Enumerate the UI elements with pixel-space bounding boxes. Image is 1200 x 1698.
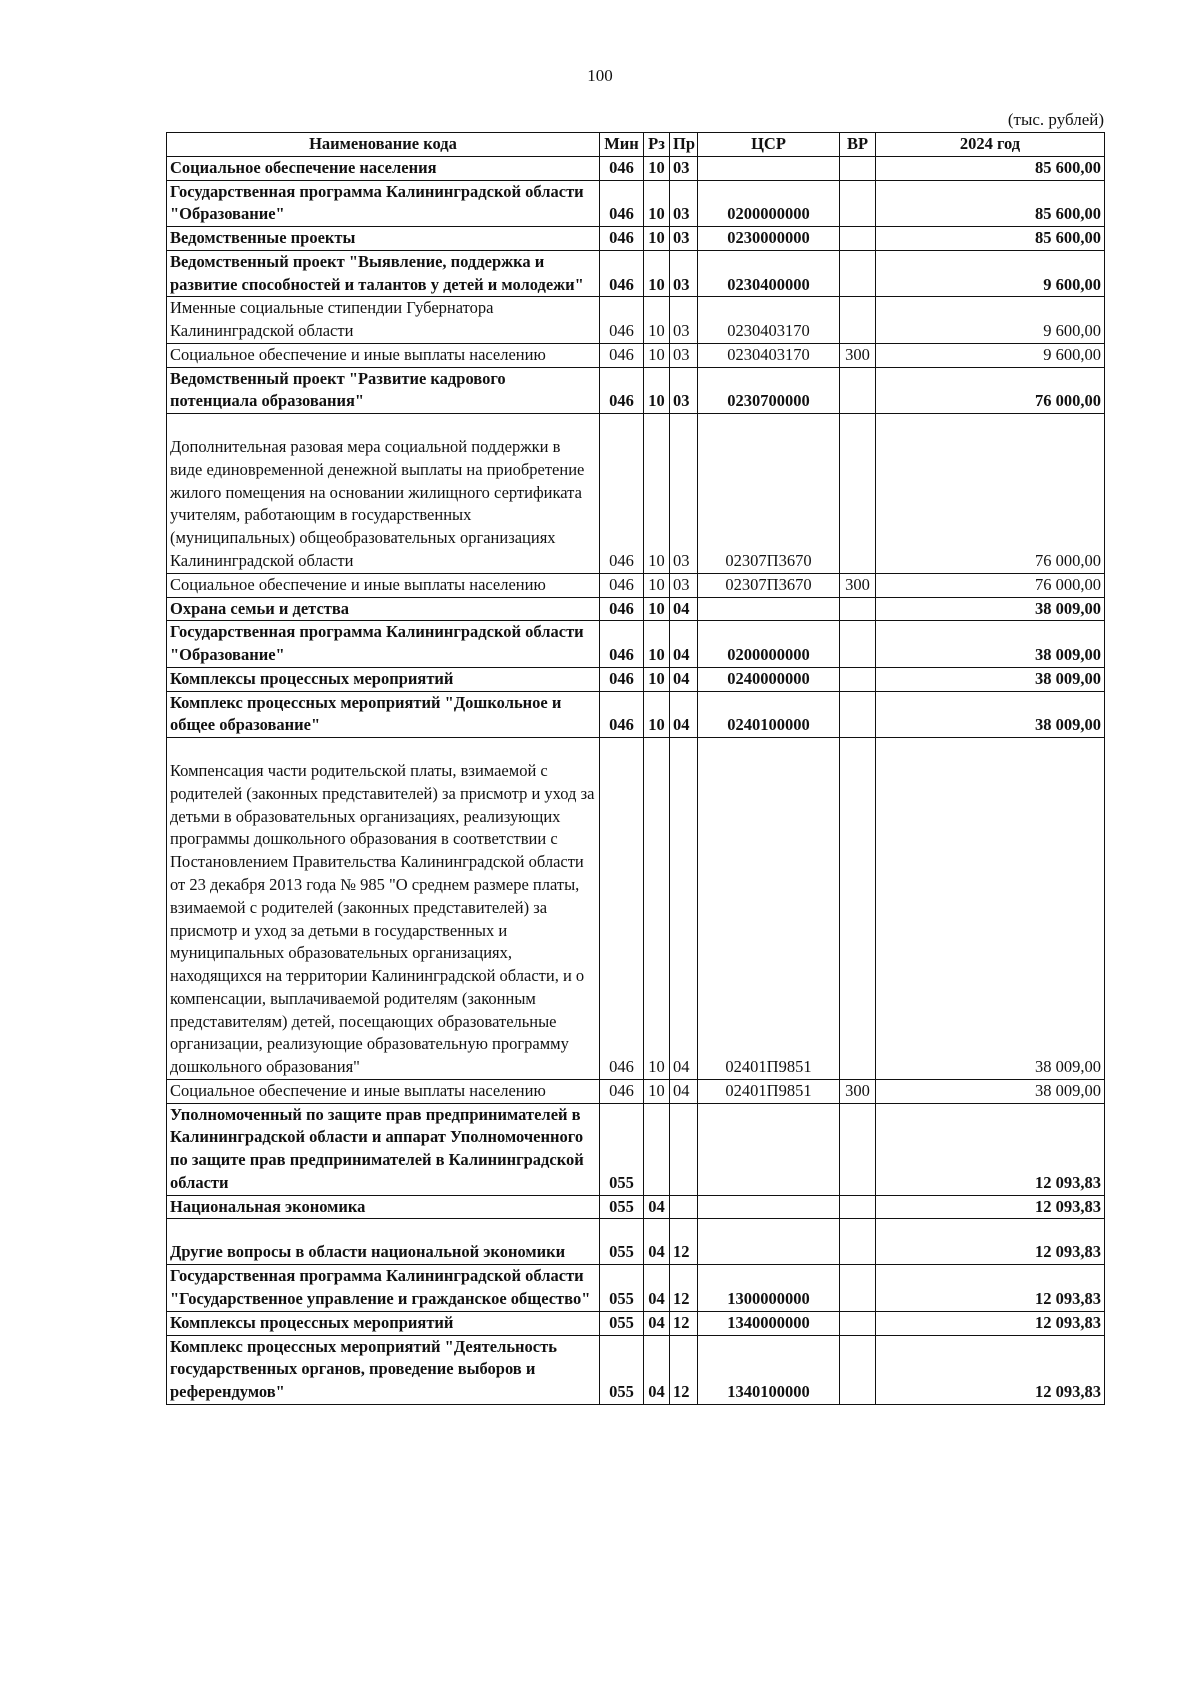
cell-name: Социальное обеспечение населения: [167, 156, 600, 180]
cell-pr: 03: [670, 297, 698, 344]
cell-vr: 300: [840, 573, 876, 597]
cell-amount: 12 093,83: [876, 1335, 1105, 1404]
cell-rz: 10: [644, 180, 670, 227]
cell-amount: 9 600,00: [876, 343, 1105, 367]
cell-amount: 38 009,00: [876, 667, 1105, 691]
cell-min: 046: [600, 343, 644, 367]
cell-pr: 03: [670, 414, 698, 574]
cell-min: 055: [600, 1195, 644, 1219]
cell-vr: [840, 1219, 876, 1265]
header-csr: ЦСР: [698, 133, 840, 157]
cell-vr: [840, 250, 876, 297]
cell-min: 046: [600, 367, 644, 414]
cell-name: Комплексы процессных мероприятий: [167, 667, 600, 691]
cell-rz: 10: [644, 738, 670, 1080]
cell-min: 046: [600, 227, 644, 251]
cell-name: Комплексы процессных мероприятий: [167, 1311, 600, 1335]
cell-rz: 04: [644, 1311, 670, 1335]
cell-rz: 10: [644, 414, 670, 574]
cell-csr: [698, 1103, 840, 1195]
cell-min: 055: [600, 1311, 644, 1335]
cell-vr: [840, 597, 876, 621]
cell-min: 046: [600, 156, 644, 180]
cell-min: 055: [600, 1265, 644, 1312]
cell-rz: 04: [644, 1265, 670, 1312]
cell-vr: [840, 227, 876, 251]
cell-amount: 12 093,83: [876, 1195, 1105, 1219]
cell-pr: 03: [670, 250, 698, 297]
cell-csr: 1340100000: [698, 1335, 840, 1404]
cell-vr: [840, 414, 876, 574]
cell-pr: 12: [670, 1311, 698, 1335]
cell-csr: [698, 1195, 840, 1219]
cell-min: 046: [600, 597, 644, 621]
cell-rz: 10: [644, 573, 670, 597]
cell-min: 046: [600, 180, 644, 227]
cell-name: Государственная программа Калининградской области "Образование": [167, 180, 600, 227]
cell-amount: 12 093,83: [876, 1311, 1105, 1335]
cell-rz: 10: [644, 156, 670, 180]
cell-rz: 10: [644, 597, 670, 621]
cell-min: 055: [600, 1219, 644, 1265]
header-amount: 2024 год: [876, 133, 1105, 157]
cell-csr: [698, 597, 840, 621]
cell-name: Именные социальные стипендии Губернатора Калининградской области: [167, 297, 600, 344]
cell-rz: 10: [644, 621, 670, 668]
units-label: (тыс. рублей): [1007, 110, 1104, 129]
table-row: [167, 573, 1105, 597]
cell-csr: 0200000000: [698, 180, 840, 227]
cell-amount: 12 093,83: [876, 1103, 1105, 1195]
table-row: [167, 738, 1105, 1080]
cell-name: Ведомственные проекты: [167, 227, 600, 251]
table-row: [167, 414, 1105, 574]
cell-amount: 85 600,00: [876, 156, 1105, 180]
cell-pr: [670, 1195, 698, 1219]
header-name: Наименование кода: [167, 133, 600, 157]
cell-vr: [840, 738, 876, 1080]
cell-vr: [840, 1265, 876, 1312]
cell-amount: 12 093,83: [876, 1219, 1105, 1265]
cell-name: Комплекс процессных мероприятий "Дошкольное и общее образование": [167, 691, 600, 738]
cell-min: 046: [600, 667, 644, 691]
cell-name: Социальное обеспечение и иные выплаты населению: [167, 573, 600, 597]
cell-min: 046: [600, 250, 644, 297]
header-min: Мин: [600, 133, 644, 157]
cell-pr: 04: [670, 691, 698, 738]
cell-name: Национальная экономика: [167, 1195, 600, 1219]
cell-rz: 04: [644, 1335, 670, 1404]
cell-vr: [840, 367, 876, 414]
table-row: [167, 1195, 1105, 1219]
cell-name: Компенсация части родительской платы, взимаемой с родителей (законных представителей) за присмотр и уход за детьми в образовательных организациях, реализующих программы дошкольного образования в соответствии с Постановлением Правительства Калининградской области от 23 декабря 2013 года № 985 "О среднем размере платы, взимаемой с родителей (законных представителей) за присмотр и уход за детьми в государственных и муниципальных образовательных организациях, находящихся на территории Калининградской области, и о компенсации, выплачиваемой родителям (законным представителям) детей, посещающих образовательные организации, реализующие образовательную программу дошкольного образования": [167, 738, 600, 1080]
cell-name: Ведомственный проект "Развитие кадрового потенциала образования": [167, 367, 600, 414]
cell-min: 046: [600, 621, 644, 668]
cell-csr: 02307П3670: [698, 573, 840, 597]
cell-csr: 1340000000: [698, 1311, 840, 1335]
cell-pr: 03: [670, 573, 698, 597]
table-row: [167, 343, 1105, 367]
header-rz: Рз: [644, 133, 670, 157]
cell-pr: 12: [670, 1219, 698, 1265]
cell-csr: [698, 156, 840, 180]
cell-name: Государственная программа Калининградской области "Образование": [167, 621, 600, 668]
cell-rz: 10: [644, 227, 670, 251]
table-row: [167, 367, 1105, 414]
cell-csr: 02401П9851: [698, 1079, 840, 1103]
header-vr: ВР: [840, 133, 876, 157]
cell-vr: [840, 1311, 876, 1335]
cell-csr: 02401П9851: [698, 738, 840, 1080]
cell-amount: 76 000,00: [876, 367, 1105, 414]
cell-rz: 10: [644, 367, 670, 414]
cell-csr: 0230000000: [698, 227, 840, 251]
cell-pr: [670, 1103, 698, 1195]
cell-amount: 38 009,00: [876, 1079, 1105, 1103]
table-row: [167, 1335, 1105, 1404]
cell-rz: 04: [644, 1219, 670, 1265]
cell-rz: 10: [644, 297, 670, 344]
cell-amount: 76 000,00: [876, 414, 1105, 574]
cell-vr: [840, 297, 876, 344]
cell-min: 046: [600, 1079, 644, 1103]
cell-pr: 03: [670, 227, 698, 251]
table-body: [167, 156, 1105, 1404]
cell-vr: [840, 1103, 876, 1195]
cell-rz: [644, 1103, 670, 1195]
cell-name: Комплекс процессных мероприятий "Деятельность государственных органов, проведение выборов и референдумов": [167, 1335, 600, 1404]
cell-name: Другие вопросы в области национальной экономики: [167, 1219, 600, 1265]
cell-pr: 04: [670, 1079, 698, 1103]
cell-vr: [840, 156, 876, 180]
cell-rz: 10: [644, 343, 670, 367]
cell-min: 046: [600, 414, 644, 574]
cell-min: 055: [600, 1335, 644, 1404]
cell-vr: [840, 621, 876, 668]
table-row: [167, 297, 1105, 344]
cell-csr: 0230403170: [698, 343, 840, 367]
cell-pr: 12: [670, 1265, 698, 1312]
cell-csr: 0230400000: [698, 250, 840, 297]
cell-rz: 04: [644, 1195, 670, 1219]
cell-amount: 85 600,00: [876, 227, 1105, 251]
cell-min: 055: [600, 1103, 644, 1195]
cell-pr: 03: [670, 156, 698, 180]
cell-pr: 03: [670, 343, 698, 367]
cell-pr: 04: [670, 621, 698, 668]
cell-min: 046: [600, 297, 644, 344]
cell-csr: 0240000000: [698, 667, 840, 691]
cell-min: 046: [600, 573, 644, 597]
cell-rz: 10: [644, 691, 670, 738]
cell-amount: 38 009,00: [876, 691, 1105, 738]
header-pr: Пр: [670, 133, 698, 157]
table-row: [167, 180, 1105, 227]
cell-vr: 300: [840, 343, 876, 367]
cell-rz: 10: [644, 667, 670, 691]
cell-pr: 03: [670, 180, 698, 227]
cell-amount: 38 009,00: [876, 621, 1105, 668]
table-row: [167, 597, 1105, 621]
cell-vr: [840, 691, 876, 738]
table-row: [167, 250, 1105, 297]
cell-name: Уполномоченный по защите прав предпринимателей в Калининградской области и аппарат Уполномоченного по защите прав предпринимателей в Калининградской области: [167, 1103, 600, 1195]
cell-csr: 0200000000: [698, 621, 840, 668]
table-row: [167, 227, 1105, 251]
cell-csr: 1300000000: [698, 1265, 840, 1312]
cell-csr: [698, 1219, 840, 1265]
table-row: [167, 1265, 1105, 1312]
cell-amount: 9 600,00: [876, 297, 1105, 344]
cell-rz: 10: [644, 1079, 670, 1103]
cell-amount: 38 009,00: [876, 597, 1105, 621]
cell-name: Социальное обеспечение и иные выплаты населению: [167, 1079, 600, 1103]
cell-vr: [840, 1195, 876, 1219]
table-row: [167, 1311, 1105, 1335]
cell-pr: 03: [670, 367, 698, 414]
cell-vr: [840, 180, 876, 227]
table-row: [167, 1079, 1105, 1103]
cell-amount: 76 000,00: [876, 573, 1105, 597]
cell-vr: 300: [840, 1079, 876, 1103]
cell-name: Государственная программа Калининградской области "Государственное управление и гражданское общество": [167, 1265, 600, 1312]
cell-pr: 12: [670, 1335, 698, 1404]
cell-amount: 12 093,83: [876, 1265, 1105, 1312]
table-header-row: [167, 133, 1105, 157]
cell-min: 046: [600, 691, 644, 738]
cell-amount: 38 009,00: [876, 738, 1105, 1080]
cell-amount: 85 600,00: [876, 180, 1105, 227]
table-row: [167, 667, 1105, 691]
table-row: [167, 691, 1105, 738]
cell-min: 046: [600, 738, 644, 1080]
cell-csr: 0230700000: [698, 367, 840, 414]
cell-vr: [840, 667, 876, 691]
cell-name: Дополнительная разовая мера социальной поддержки в виде единовременной денежной выплаты на приобретение жилого помещения на основании жилищного сертификата учителям, работающим в государственных (муниципальных) общеобразовательных организациях Калининградской области: [167, 414, 600, 574]
page-number: 100: [587, 66, 613, 85]
cell-name: Ведомственный проект "Выявление, поддержка и развитие способностей и талантов у детей и молодежи": [167, 250, 600, 297]
cell-csr: 02307П3670: [698, 414, 840, 574]
cell-name: Социальное обеспечение и иные выплаты населению: [167, 343, 600, 367]
cell-amount: 9 600,00: [876, 250, 1105, 297]
table-row: [167, 156, 1105, 180]
table-row: [167, 621, 1105, 668]
table-row: [167, 1103, 1105, 1195]
cell-rz: 10: [644, 250, 670, 297]
cell-pr: 04: [670, 597, 698, 621]
budget-table: [166, 132, 1105, 1405]
table-row: [167, 1219, 1105, 1265]
cell-name: Охрана семьи и детства: [167, 597, 600, 621]
cell-pr: 04: [670, 667, 698, 691]
cell-csr: 0240100000: [698, 691, 840, 738]
cell-pr: 04: [670, 738, 698, 1080]
cell-vr: [840, 1335, 876, 1404]
cell-csr: 0230403170: [698, 297, 840, 344]
